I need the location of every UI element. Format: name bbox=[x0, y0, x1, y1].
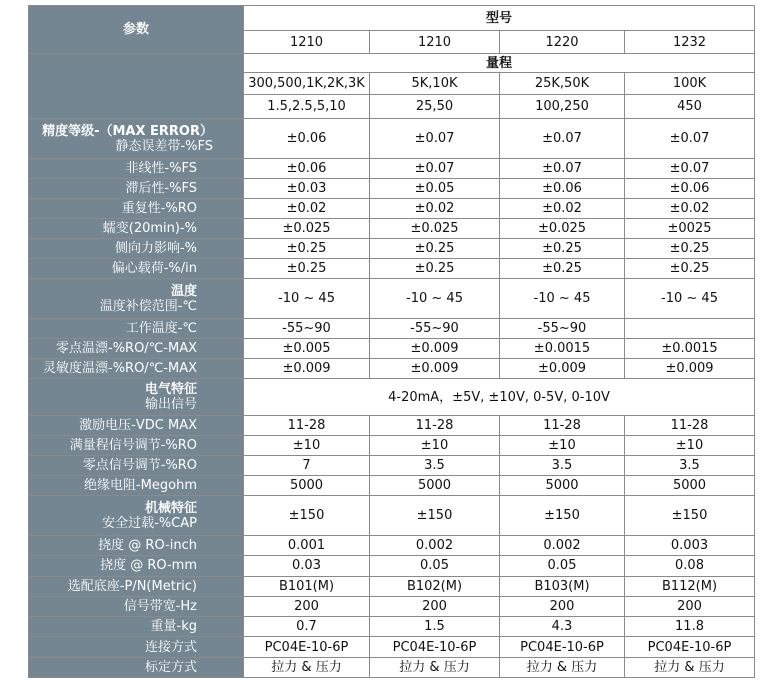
spec-value: ±0025 bbox=[625, 219, 755, 239]
accuracy-value: ±0.07 bbox=[370, 119, 500, 159]
model-number: 1232 bbox=[625, 31, 755, 54]
spec-value: 0.002 bbox=[500, 536, 625, 556]
spec-row bbox=[29, 556, 755, 576]
spec-value: ±0.03 bbox=[244, 179, 370, 199]
spec-row bbox=[29, 219, 755, 239]
spec-value: ±0.07 bbox=[370, 159, 500, 179]
spec-rows-d bbox=[29, 536, 755, 678]
spec-value: 200 bbox=[500, 596, 625, 616]
accuracy-label: 静态误差带-%FS bbox=[115, 138, 213, 154]
spec-row bbox=[29, 339, 755, 359]
range-value: 450 bbox=[625, 95, 755, 119]
overload-value: ±150 bbox=[370, 496, 500, 536]
spec-value: ±0.025 bbox=[244, 219, 370, 239]
model-number: 1210 bbox=[244, 31, 370, 54]
spec-row bbox=[29, 476, 755, 496]
spec-value: ±0.0015 bbox=[625, 339, 755, 359]
spec-row-label: 满量程信号调节-%RO bbox=[29, 436, 244, 456]
electrical-heading: 电气特征 bbox=[144, 382, 197, 397]
spec-row bbox=[29, 637, 755, 657]
spec-row bbox=[29, 179, 755, 199]
spec-value: 1.5 bbox=[370, 617, 500, 637]
spec-value: 拉力 & 压力 bbox=[370, 657, 500, 677]
spec-value: 11-28 bbox=[625, 416, 755, 436]
range-value: 100K bbox=[625, 73, 755, 95]
spec-value: ±0.06 bbox=[500, 179, 625, 199]
spec-value: ±0.06 bbox=[625, 179, 755, 199]
spec-row bbox=[29, 239, 755, 259]
mechanical-label-cell bbox=[29, 496, 244, 536]
spec-value: ±0.25 bbox=[244, 259, 370, 279]
spec-row-label: 侧向力影响-% bbox=[29, 239, 244, 259]
spec-value: 11-28 bbox=[500, 416, 625, 436]
spec-value: 0.05 bbox=[370, 556, 500, 576]
spec-value: ±10 bbox=[370, 436, 500, 456]
spec-row bbox=[29, 596, 755, 616]
range-label-row bbox=[29, 54, 755, 73]
model-label: 型号 bbox=[244, 6, 755, 31]
spec-table bbox=[28, 5, 755, 678]
spec-value: 5000 bbox=[625, 476, 755, 496]
spec-value bbox=[625, 319, 755, 339]
spec-value: B101(M) bbox=[244, 576, 370, 596]
param-label: 参数 bbox=[122, 22, 149, 37]
accuracy-row bbox=[29, 119, 755, 159]
spec-row-label: 连接方式 bbox=[29, 637, 244, 657]
overload-value: ±150 bbox=[244, 496, 370, 536]
spec-row-label: 灵敏度温漂-%RO/℃-MAX bbox=[29, 359, 244, 379]
spec-value: ±0.009 bbox=[625, 359, 755, 379]
spec-value: ±0.07 bbox=[500, 159, 625, 179]
spec-value: ±0.02 bbox=[244, 199, 370, 219]
mechanical-label: 安全过载-%CAP bbox=[102, 515, 197, 531]
spec-value: ±0.025 bbox=[370, 219, 500, 239]
spec-value: 0.7 bbox=[244, 617, 370, 637]
spec-row bbox=[29, 359, 755, 379]
model-number: 1220 bbox=[500, 31, 625, 54]
spec-value: 0.08 bbox=[625, 556, 755, 576]
overload-value: ±150 bbox=[625, 496, 755, 536]
spec-row-label: 蠕变(20min)-% bbox=[29, 219, 244, 239]
range-value: 25K,50K bbox=[500, 73, 625, 95]
spec-row bbox=[29, 657, 755, 677]
spec-value: 200 bbox=[370, 596, 500, 616]
overload-value: ±150 bbox=[500, 496, 625, 536]
range-label: 量程 bbox=[244, 54, 755, 73]
electrical-label-cell bbox=[29, 379, 244, 416]
spec-value: 拉力 & 压力 bbox=[625, 657, 755, 677]
temperature-value: -10 ~ 45 bbox=[500, 279, 625, 319]
spec-row bbox=[29, 617, 755, 637]
spec-row-label: 滞后性-%FS bbox=[29, 179, 244, 199]
spec-row-label: 偏心载荷-%/in bbox=[29, 259, 244, 279]
spec-rows-a bbox=[29, 159, 755, 279]
spec-value: ±0.02 bbox=[370, 199, 500, 219]
accuracy-label-cell bbox=[29, 119, 244, 159]
spec-row bbox=[29, 259, 755, 279]
spec-row-label: 选配底座-P/N(Metric) bbox=[29, 576, 244, 596]
temperature-value: -10 ~ 45 bbox=[625, 279, 755, 319]
spec-value: ±0.25 bbox=[625, 239, 755, 259]
spec-value: PC04E-10-6P bbox=[500, 637, 625, 657]
accuracy-value: ±0.07 bbox=[500, 119, 625, 159]
spec-value: ±10 bbox=[244, 436, 370, 456]
range-value: 100,250 bbox=[500, 95, 625, 119]
spec-rows-c bbox=[29, 416, 755, 496]
spec-row bbox=[29, 319, 755, 339]
spec-value: ±0.05 bbox=[370, 179, 500, 199]
spec-value: ±0.25 bbox=[500, 239, 625, 259]
temperature-label-cell bbox=[29, 279, 244, 319]
spec-value: -55~90 bbox=[500, 319, 625, 339]
spec-row-label: 挠度 @ RO-inch bbox=[29, 536, 244, 556]
spec-rows-b bbox=[29, 319, 755, 379]
spec-row bbox=[29, 436, 755, 456]
spec-value: B102(M) bbox=[370, 576, 500, 596]
accuracy-value: ±0.06 bbox=[244, 119, 370, 159]
spec-value: ±0.25 bbox=[244, 239, 370, 259]
temperature-row bbox=[29, 279, 755, 319]
temperature-heading: 温度 bbox=[170, 283, 197, 299]
spec-row-label: 零点信号调节-%RO bbox=[29, 456, 244, 476]
temperature-value: -10 ~ 45 bbox=[244, 279, 370, 319]
spec-value: 拉力 & 压力 bbox=[244, 657, 370, 677]
spec-row-label: 绝缘电阻-Megohm bbox=[29, 476, 244, 496]
spec-row-label: 重复性-%RO bbox=[29, 199, 244, 219]
spec-value: ±0.005 bbox=[244, 339, 370, 359]
spec-value: ±0.009 bbox=[370, 339, 500, 359]
spec-value: ±0.25 bbox=[370, 239, 500, 259]
spec-value: ±0.25 bbox=[370, 259, 500, 279]
spec-value: -55~90 bbox=[244, 319, 370, 339]
spec-value: 11.8 bbox=[625, 617, 755, 637]
electrical-row bbox=[29, 379, 755, 416]
model-header-row bbox=[29, 6, 755, 31]
spec-value: ±0.25 bbox=[625, 259, 755, 279]
mechanical-heading: 机械特征 bbox=[144, 500, 197, 516]
spec-row-label: 重量-kg bbox=[29, 617, 244, 637]
accuracy-value: ±0.07 bbox=[625, 119, 755, 159]
accuracy-heading: 精度等级-（MAX ERROR） bbox=[42, 123, 213, 139]
spec-value: 5000 bbox=[370, 476, 500, 496]
spec-row-label: 非线性-%FS bbox=[29, 159, 244, 179]
spec-value: 11-28 bbox=[370, 416, 500, 436]
spec-value: 0.05 bbox=[500, 556, 625, 576]
spec-value: 0.002 bbox=[370, 536, 500, 556]
temperature-value: -10 ~ 45 bbox=[370, 279, 500, 319]
spec-value: ±0.02 bbox=[500, 199, 625, 219]
model-number: 1210 bbox=[370, 31, 500, 54]
spec-value: 11-28 bbox=[244, 416, 370, 436]
spec-value: 5000 bbox=[244, 476, 370, 496]
mechanical-row bbox=[29, 496, 755, 536]
spec-row bbox=[29, 199, 755, 219]
temperature-label: 温度补偿范围-℃ bbox=[99, 298, 197, 314]
electrical-label: 输出信号 bbox=[144, 397, 197, 412]
spec-value: 3.5 bbox=[370, 456, 500, 476]
range-value: 25,50 bbox=[370, 95, 500, 119]
spec-value: 3.5 bbox=[625, 456, 755, 476]
spec-value: B103(M) bbox=[500, 576, 625, 596]
spec-value: B112(M) bbox=[625, 576, 755, 596]
spec-row bbox=[29, 536, 755, 556]
range-value: 1.5,2.5,5,10 bbox=[244, 95, 370, 119]
spec-row bbox=[29, 416, 755, 436]
spec-value: ±0.02 bbox=[625, 199, 755, 219]
spec-value: 3.5 bbox=[500, 456, 625, 476]
spec-row bbox=[29, 576, 755, 596]
spec-value: ±0.009 bbox=[500, 359, 625, 379]
range-label-cell bbox=[29, 54, 244, 119]
spec-value: 0.003 bbox=[625, 536, 755, 556]
spec-value: ±0.009 bbox=[370, 359, 500, 379]
spec-value: 4.3 bbox=[500, 617, 625, 637]
output-signal-value: 4-20mA，±5V, ±10V, 0-5V, 0-10V bbox=[244, 379, 755, 416]
spec-row bbox=[29, 456, 755, 476]
spec-row-label: 挠度 @ RO-mm bbox=[29, 556, 244, 576]
spec-value: ±0.009 bbox=[244, 359, 370, 379]
spec-value: 7 bbox=[244, 456, 370, 476]
spec-value: PC04E-10-6P bbox=[370, 637, 500, 657]
spec-value: ±10 bbox=[625, 436, 755, 456]
spec-value: 5000 bbox=[500, 476, 625, 496]
spec-value: PC04E-10-6P bbox=[244, 637, 370, 657]
spec-value: ±0.07 bbox=[625, 159, 755, 179]
spec-value: ±0.0015 bbox=[500, 339, 625, 359]
spec-value: ±10 bbox=[500, 436, 625, 456]
spec-value: -55~90 bbox=[370, 319, 500, 339]
spec-value: ±0.06 bbox=[244, 159, 370, 179]
param-label-cell bbox=[29, 6, 244, 54]
spec-value: 0.001 bbox=[244, 536, 370, 556]
spec-value: PC04E-10-6P bbox=[625, 637, 755, 657]
spec-row-label: 激励电压-VDC MAX bbox=[29, 416, 244, 436]
range-value: 300,500,1K,2K,3K bbox=[244, 73, 370, 95]
spec-row-label: 零点温漂-%RO/℃-MAX bbox=[29, 339, 244, 359]
spec-row-label: 工作温度-℃ bbox=[29, 319, 244, 339]
spec-value: 拉力 & 压力 bbox=[500, 657, 625, 677]
spec-row-label: 信号带宽-Hz bbox=[29, 596, 244, 616]
spec-value: ±0.025 bbox=[500, 219, 625, 239]
spec-value: ±0.25 bbox=[500, 259, 625, 279]
spec-row bbox=[29, 159, 755, 179]
spec-value: 200 bbox=[625, 596, 755, 616]
range-value: 5K,10K bbox=[370, 73, 500, 95]
spec-value: 0.03 bbox=[244, 556, 370, 576]
spec-row-label: 标定方式 bbox=[29, 657, 244, 677]
spec-value: 200 bbox=[244, 596, 370, 616]
